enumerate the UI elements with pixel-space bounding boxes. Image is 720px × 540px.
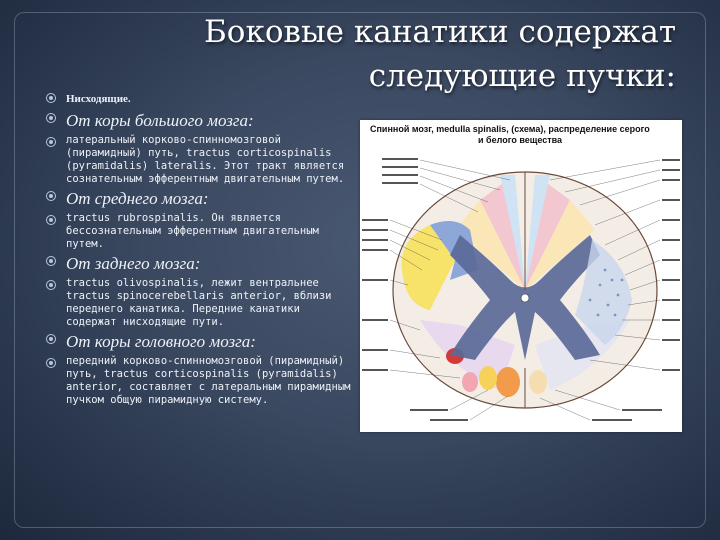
bullet-marker-icon [46, 93, 56, 103]
figure-title-line2: и белого вещества [478, 135, 563, 145]
cord-section [393, 172, 657, 408]
bullet-text: От коры большого мозга: [66, 111, 254, 130]
spinal-cord-figure [360, 120, 682, 432]
bullet-bold-0 [42, 90, 352, 108]
bullet-marker-icon [46, 280, 56, 290]
bullet-text: латеральный корково-спинномозговой (пирамидный) путь, tractus corticospinalis (pyramidalis) lateralis. Этот тракт является сознательным эфферентным двигательным путем. [66, 134, 345, 185]
bullet-small-2 [42, 134, 352, 186]
bullet-text: tractus rubrospinalis. Он является бессознательным эфферентным двигательным путем. [66, 212, 319, 250]
bullet-head-5 [42, 253, 352, 275]
bullet-marker-icon [46, 256, 56, 266]
bullet-head-1 [42, 110, 352, 132]
figure-title-line1: Спинной мозг, medulla spinalis, (схема), распределение серого [370, 124, 650, 134]
spinal-cord-diagram [360, 120, 682, 432]
bullet-list [42, 90, 352, 409]
bullet-marker-icon [46, 137, 56, 147]
bullet-marker-icon [46, 358, 56, 368]
bullet-text: передний корково-спинномозговой (пирамидный) путь, tractus corticospinalis (pyramidalis) anterior, составляет с латеральным пирамидным пучком общую пирамидную систему. [66, 355, 351, 406]
bullet-marker-icon [46, 215, 56, 225]
bullet-text: От коры головного мозга: [66, 332, 256, 351]
bullet-text: От заднего мозга: [66, 254, 201, 273]
bullet-text: Нисходящие. [66, 93, 131, 105]
bullet-head-7 [42, 331, 352, 353]
bullet-small-4 [42, 212, 352, 251]
bullet-small-6 [42, 277, 352, 329]
bullet-marker-icon [46, 191, 56, 201]
bullet-marker-icon [46, 334, 56, 344]
bullet-text: tractus olivospinalis, лежит вентральнее tractus spinocerebellaris anterior, вблизи переднего канатика. Передние канатики содержат нисходящие пути. [66, 277, 332, 328]
bullet-small-8 [42, 355, 352, 407]
bullet-head-3 [42, 188, 352, 210]
bullet-text: От среднего мозга: [66, 189, 209, 208]
slide-title: Боковые канатики содержат следующие пучки: [204, 14, 676, 94]
bullet-marker-icon [46, 113, 56, 123]
